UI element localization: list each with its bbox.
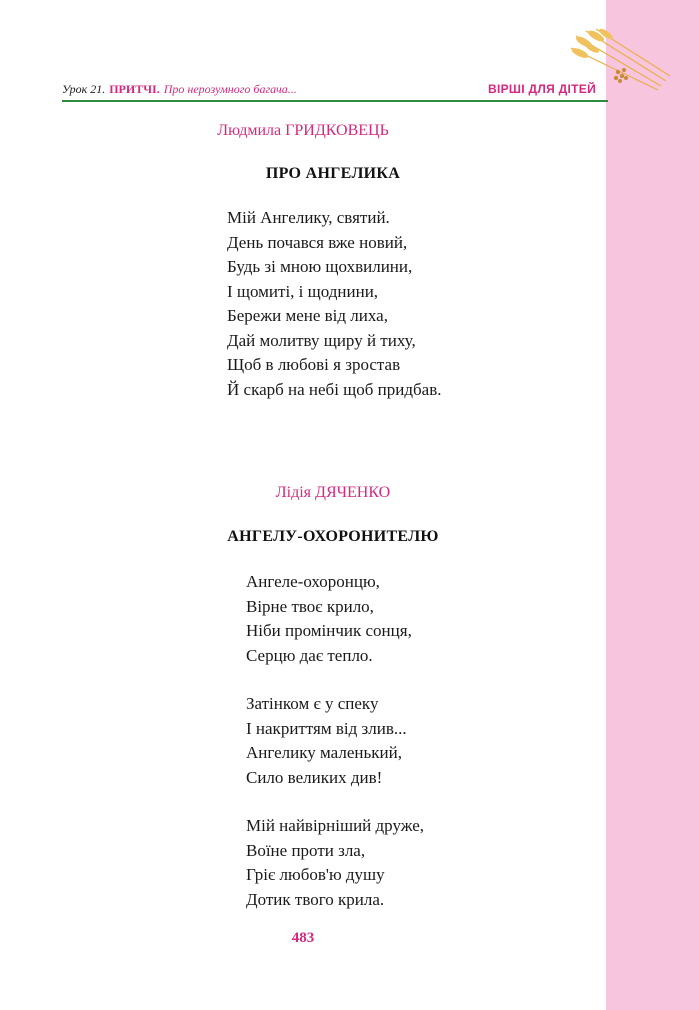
section-title: ВІРШІ ДЛЯ ДІТЕЙ <box>488 82 596 96</box>
verse-line: Ніби промінчик сонця, <box>246 621 412 640</box>
verse-line: Гріє любов'ю душу <box>246 865 385 884</box>
verse-line: І накриттям від злив... <box>246 718 407 738</box>
lesson-topic: ПРИТЧІ. <box>109 82 160 96</box>
poem1-author: Людмила ГРИДКОВЕЦЬ <box>217 122 389 139</box>
verse-line: Дай молитву щиру й тиху, <box>227 330 416 350</box>
stanza <box>246 814 424 912</box>
lesson-number: Урок 21. <box>62 82 106 96</box>
poem1-verse <box>227 206 441 402</box>
side-color-band <box>606 0 699 1010</box>
verse-line: Серцю дає тепло. <box>246 645 373 665</box>
poem2-verse <box>246 570 424 936</box>
stanza <box>246 570 424 668</box>
verse-line: Затінком є у спеку <box>246 694 379 713</box>
verse-line: Щоб в любові я зростав <box>227 355 401 374</box>
stanza <box>246 692 424 790</box>
poem2-author: Лідія ДЯЧЕНКО <box>275 484 391 501</box>
verse-line: Вірне твоє крило, <box>246 596 374 616</box>
verse-line: Й скарб на небі щоб придбав. <box>227 379 442 399</box>
verse-line: І щомиті, і щоднини, <box>227 281 379 301</box>
running-header <box>62 80 602 100</box>
verse-line: Ангеле-охоронцю, <box>246 572 380 591</box>
verse-line: Дотик твого крила. <box>246 889 385 909</box>
verse-line: Воїне проти зла, <box>246 840 366 860</box>
verse-line: Бережи мене від лиха, <box>227 306 388 325</box>
verse-line: Мій Ангелику, святий. <box>227 208 390 227</box>
page-number: 483 <box>291 930 315 946</box>
lesson-subtopic: Про нерозумного багача... <box>163 82 297 96</box>
verse-line: Будь зі мною щохвилини, <box>227 257 413 276</box>
poem1-title: ПРО АНГЕЛИКА <box>265 165 401 182</box>
verse-line: Мій найвірніший друже, <box>246 816 425 835</box>
verse-line: День почався вже новий, <box>227 232 408 252</box>
verse-line: Сило великих див! <box>246 767 383 787</box>
header-rule <box>62 100 608 102</box>
poem2-title: АНГЕЛУ-ОХОРОНИТЕЛЮ <box>227 528 439 545</box>
verse-line: Ангелику маленький, <box>246 743 402 762</box>
lesson-label <box>62 82 297 97</box>
